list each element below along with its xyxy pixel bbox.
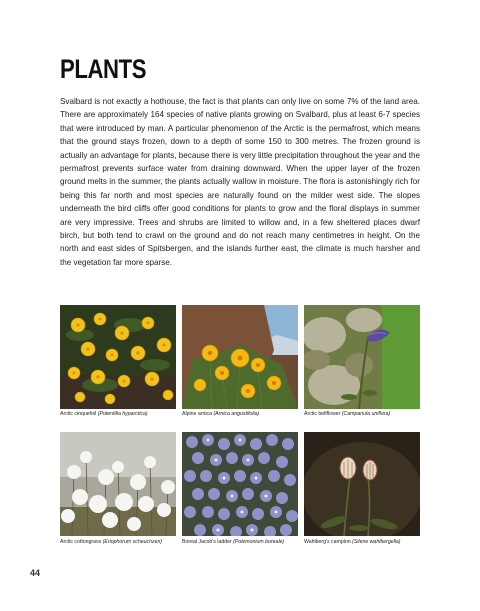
caption-boreal-jacobs-ladder: Boreal Jacob's ladder (Polemonium boreale) (182, 539, 285, 545)
photo-arctic-cottongrass (60, 432, 176, 536)
campion-image (304, 432, 420, 536)
cinquefoil-image (60, 305, 176, 409)
arnica-image (182, 305, 298, 409)
photo-wahlbergs-campion (304, 432, 420, 536)
photo-arctic-cinquefoil (60, 305, 176, 409)
page-number: 44 (30, 568, 41, 578)
caption-arctic-bellflower: Arctic bellflower (Campanula uniflora) (304, 411, 391, 417)
page-title: PLANTS (60, 54, 147, 84)
cottongrass-image (60, 432, 176, 536)
photo-arctic-bellflower (304, 305, 420, 409)
bellflower-image (304, 305, 420, 409)
photo-alpine-arnica (182, 305, 298, 409)
jacobs-ladder-image (182, 432, 298, 536)
photo-boreal-jacobs-ladder (182, 432, 298, 536)
caption-arctic-cottongrass: Arctic cottongrass (Eriophorum scheuchzeri) (60, 539, 163, 545)
caption-alpine-arnica: Alpine arnica (Arnica angustifolia) (182, 411, 260, 417)
caption-wahlbergs-campion: Wahlberg's campion (Silene wahlbergella) (304, 539, 401, 545)
caption-arctic-cinquefoil: Arctic cinquefoil (Potentilla hyparctica) (60, 411, 148, 417)
body-paragraph: Svalbard is not exactly a hothouse, the fact is that plants can only live on some 7% of the land area. There are approximately 164 species of native plants growing on Svalbard, plus at least 6-7 species that were introduced by man. A particular phenomenon of the Arctic is the permafrost, which means that the ground stays frozen, down to a depth of some 150 to 300 metres. The frozen ground is actually an advantage for plants, because there is very little precipitation throughout the year and the permafrost prevents surface water from draining downward. When the upper layer of the frozen ground melts in the summer, the plants actually wallow in moisture. The flora is astonishingly rich for being this far north and most species are naturally found on the milder west side. The slopes underneath the bird cliffs offer good conditions for plants to grow and the floral displays in summer are very impressive. Trees and shrubs are limited to willow and, in a few sheltered places dwarf birch, but both tend to crawl on the ground and do not reach many centimetres in height. On the north and east sides of Spitsbergen, and the islands further east, the climate is much harsher and the vegetation far more sparse. (60, 97, 420, 267)
